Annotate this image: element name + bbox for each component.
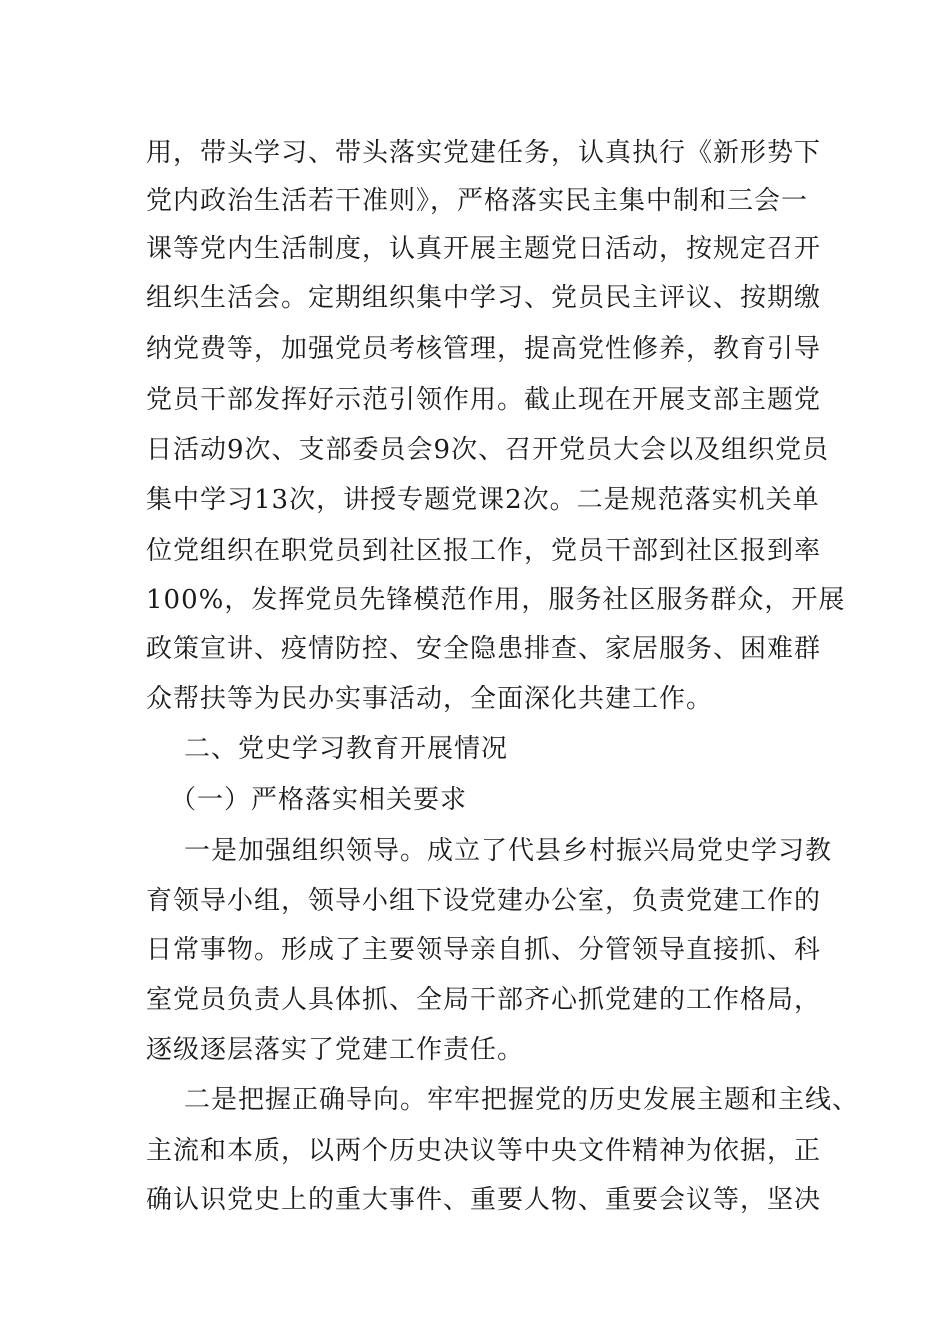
paragraph-line: 组织生活会。定期组织集中学习、党员民主评议、按期缴 [146,283,822,313]
paragraph-line: 课等党内生活制度，认真开展主题党日活动，按规定召开 [146,234,822,264]
paragraph-line: 集中学习13次，讲授专题党课2次。二是规范落实机关单 [146,485,820,515]
subsection-heading: （一）严格落实相关要求 [170,785,468,815]
paragraph-line: 100%，发挥党员先锋模范作用，服务社区服务群众，开展 [146,585,846,615]
paragraph-line: 日常事物。形成了主要领导亲自抓、分管领导直接抓、科 [146,935,822,965]
paragraph-line: 位党组织在职党员到社区报工作，党员干部到社区报到率 [146,536,822,566]
paragraph-line: 室党员负责人具体抓、全局干部齐心抓党建的工作格局， [146,985,822,1015]
paragraph-line: 纳党费等，加强党员考核管理，提高党性修养，教育引导 [146,334,822,364]
paragraph-line: 育领导小组，领导小组下设党建办公室，负责党建工作的 [146,886,822,916]
paragraph-line: 政策宣讲、疫情防控、安全隐患排查、家居服务、困难群 [146,634,822,664]
paragraph-line: 确认识党史上的重大事件、重要人物、重要会议等，坚决 [146,1185,822,1215]
paragraph-line: 用，带头学习、带头落实党建任务，认真执行《新形势下 [146,138,822,168]
paragraph-line: 日活动9次、支部委员会9次、召开党员大会以及组织党员 [146,435,830,465]
paragraph-line: 二是把握正确导向。牢牢把握党的历史发展主题和主线、 [184,1085,860,1115]
paragraph-line: 主流和本质，以两个历史决议等中央文件精神为依据，正 [146,1136,822,1166]
paragraph-line: 众帮扶等为民办实事活动，全面深化共建工作。 [146,684,714,714]
paragraph-line: 一是加强组织领导。成立了代县乡村振兴局党史学习教 [184,836,833,866]
paragraph-line: 逐级逐层落实了党建工作责任。 [146,1035,525,1065]
section-heading: 二、党史学习教育开展情况 [184,734,509,764]
paragraph-line: 党内政治生活若干准则》，严格落实民主集中制和三会一 [146,186,809,216]
paragraph-line: 党员干部发挥好示范引领作用。截止现在开展支部主题党 [146,385,822,415]
